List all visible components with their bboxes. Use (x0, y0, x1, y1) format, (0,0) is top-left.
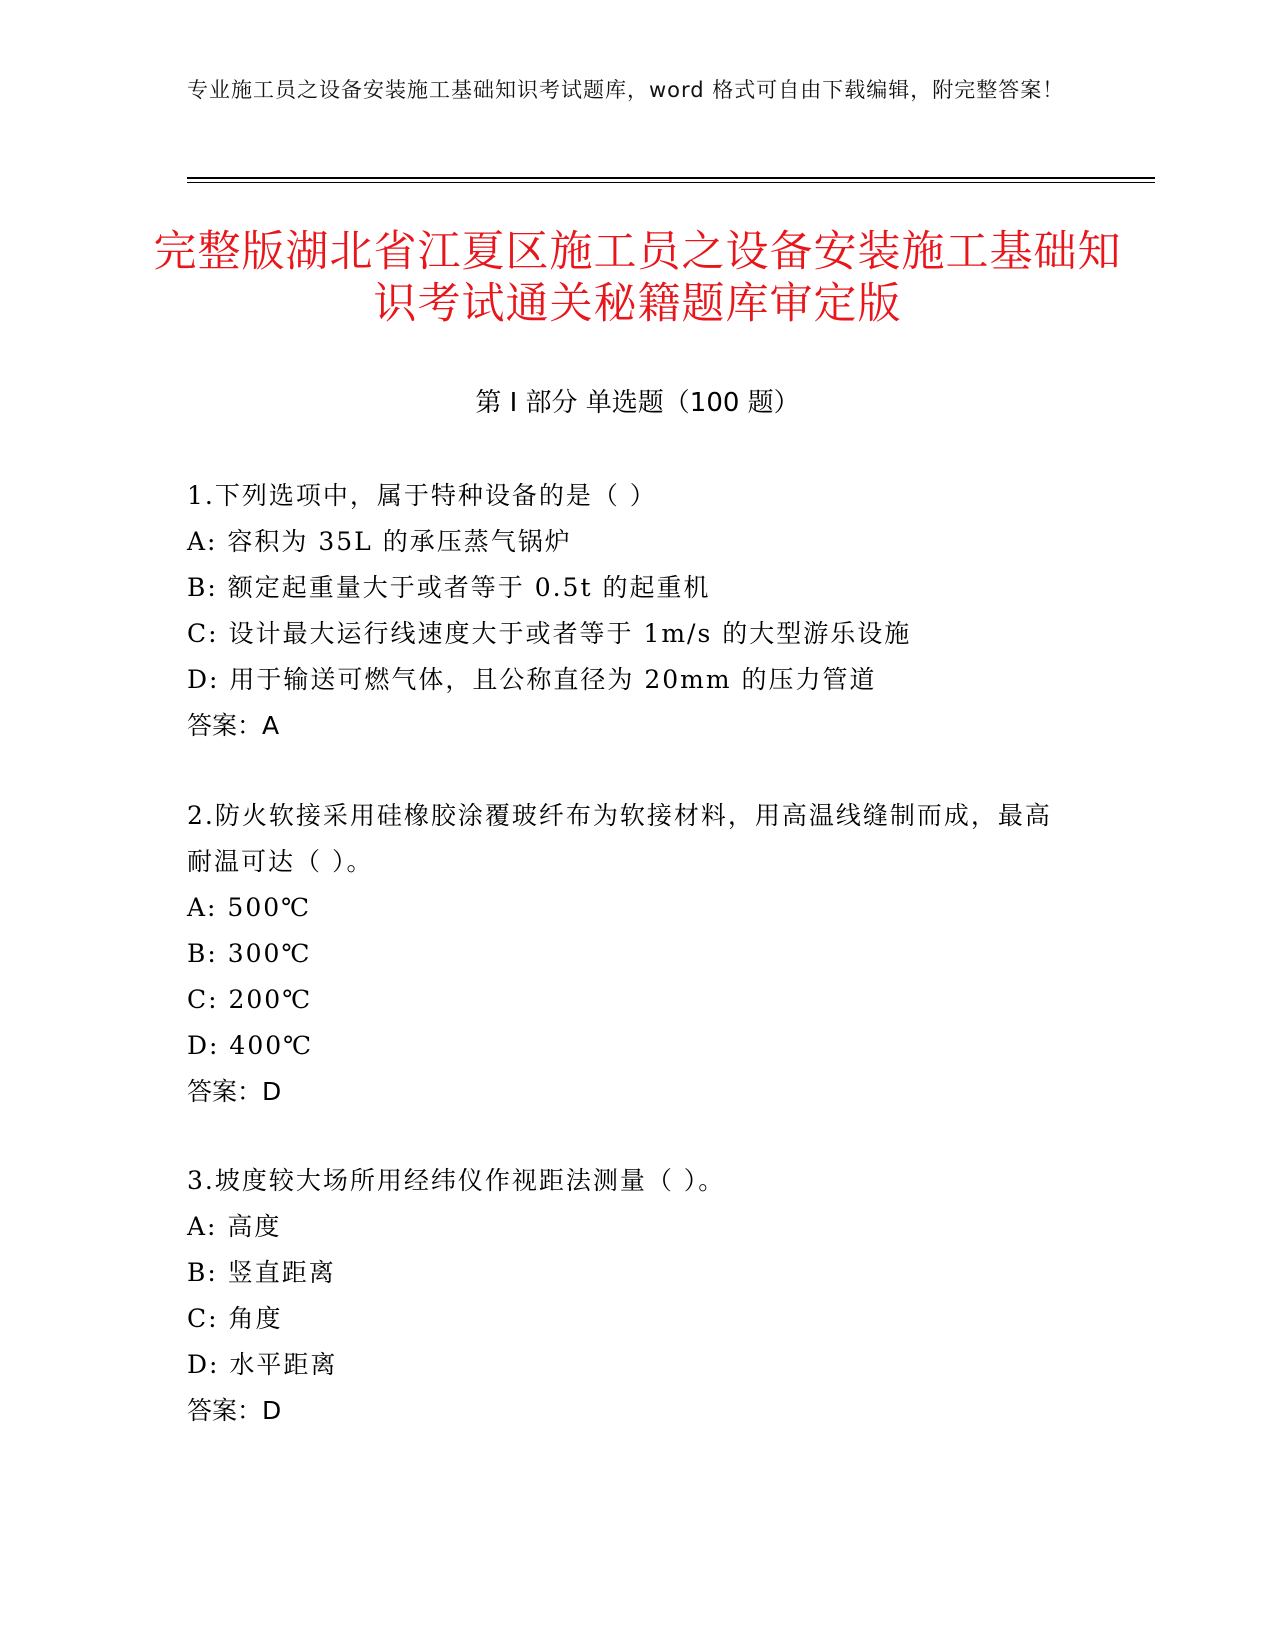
header-note: 专业施工员之设备安装施工基础知识考试题库，word 格式可自由下载编辑，附完整答案！ (187, 78, 1065, 102)
answer-line: 答案：D (187, 1077, 282, 1106)
option-c: C: 角度 (187, 1304, 283, 1333)
option-b: B: 竖直距离 (187, 1258, 336, 1287)
header-divider-thick (187, 177, 1155, 179)
section-heading: 第 I 部分 单选题（100 题） (475, 388, 800, 418)
option-c: C: 设计最大运行线速度大于或者等于 1m/s 的大型游乐设施 (187, 619, 912, 648)
question-item (187, 473, 1067, 749)
question-stem: 3.坡度较大场所用经纬仪作视距法测量（ ）。 (187, 1166, 726, 1195)
answer-line: 答案：D (187, 1396, 282, 1425)
option-c: C: 200℃ (187, 985, 313, 1014)
answer-line: 答案：A (187, 711, 280, 740)
option-a: A: 高度 (187, 1212, 282, 1241)
question-stem: 1.下列选项中，属于特种设备的是（ ） (187, 481, 657, 510)
option-b: B: 300℃ (187, 939, 312, 968)
option-d: D: 水平距离 (187, 1350, 338, 1379)
question-stem: 2.防火软接采用硅橡胶涂覆玻纤布为软接材料，用高温线缝制而成，最高耐温可达（ ）。 (187, 801, 1052, 876)
question-item (187, 1158, 1067, 1434)
option-a: A: 容积为 35L 的承压蒸气锅炉 (187, 527, 572, 556)
option-a: A: 500℃ (187, 893, 312, 922)
option-d: D: 用于输送可燃气体，且公称直径为 20mm 的压力管道 (187, 665, 877, 694)
option-b: B: 额定起重量大于或者等于 0.5t 的起重机 (187, 573, 711, 602)
header-divider-thin (187, 182, 1155, 183)
option-d: D: 400℃ (187, 1031, 314, 1060)
question-item (187, 793, 1067, 1115)
document-title: 完整版湖北省江夏区施工员之设备安装施工基础知识考试通关秘籍题库审定版 (153, 227, 1122, 329)
